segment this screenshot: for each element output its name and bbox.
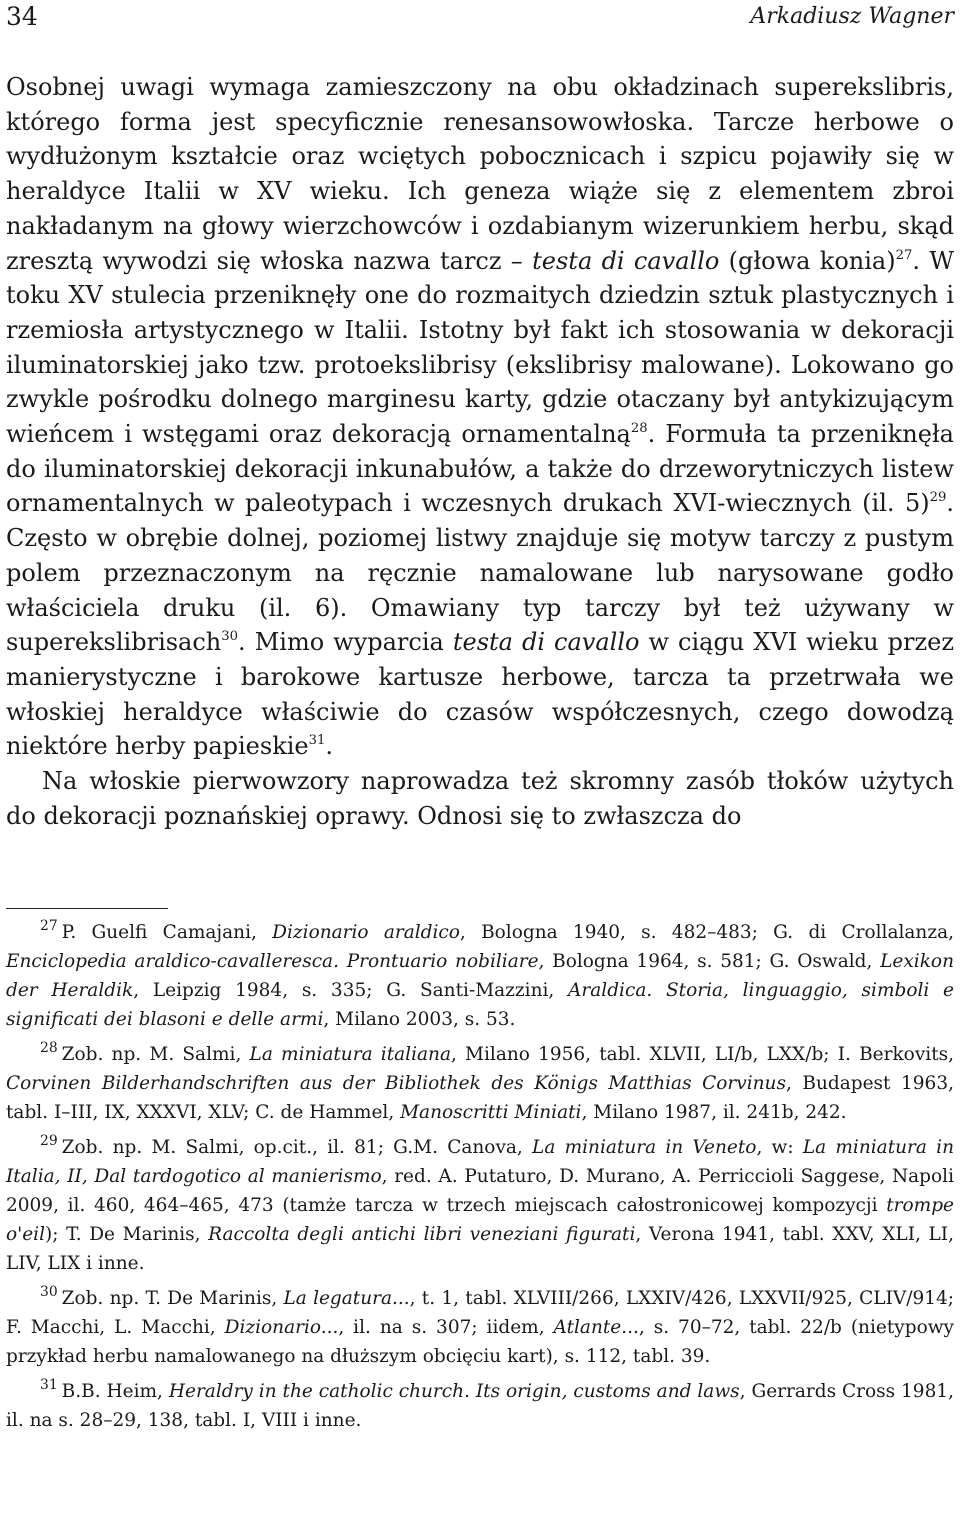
footnote-ref-27: 27 <box>895 247 913 263</box>
text-run: , red. A. Putaturo, D. Murano, A. Perriccioli Saggese, Napoli 2009, il. 460, 464–465, 473 (tamże tarcza w trzech miejscach całostronicowej kompozycji <box>6 1166 954 1216</box>
footnotes <box>6 918 954 1441</box>
title-italic: Lexikon der Heraldik <box>6 951 954 1001</box>
text-run: , Budapest 1963, tabl. I–III, IX, XXXVI, XLV; C. de Hammel, <box>6 1073 954 1123</box>
footnote-ref-29: 29 <box>929 490 947 506</box>
text-run: Zob. np. M. Salmi, <box>61 1044 250 1065</box>
title-italic: Dizionario... <box>224 1317 339 1338</box>
text-run: , Milano 2003, s. 53. <box>323 1009 516 1030</box>
footnote-27 <box>6 918 954 1034</box>
text-run: , Gerrards Cross 1981, il. na s. 28–29, 138, tabl. I, VIII i inne. <box>6 1381 954 1431</box>
italic-term: testa di cavallo <box>452 628 640 657</box>
text-run: , Bologna 1964, s. 581; G. Oswald, <box>538 951 881 972</box>
text-run: , Leipzig 1984, s. 335; G. Santi-Mazzini, <box>133 980 569 1001</box>
text-run: . Mimo wyparcia <box>238 628 453 657</box>
page-header <box>6 2 954 34</box>
footnote-31 <box>6 1377 954 1435</box>
text-run: , w: <box>756 1137 803 1158</box>
title-italic: Dizionario araldico <box>272 922 460 943</box>
text-run: P. Guelfi Camajani, <box>61 922 273 943</box>
footnote-number: 31 <box>40 1377 58 1394</box>
footnote-number: 27 <box>40 918 58 935</box>
footnote-30 <box>6 1284 954 1371</box>
text-run: Zob. np. T. De Marinis, <box>61 1288 284 1309</box>
text-run: . Często w obrębie dolnej, poziomej listwy znajduje się motyw tarczy z pustym polem przeznaczonym na ręcznie namalowane lub narysowane godło właściciela druku (il. 6). Omawiany typ tarczy był też używany w superekslibrisach <box>6 489 954 657</box>
italic-term: testa di cavallo <box>532 246 720 275</box>
page-number: 34 <box>6 2 38 31</box>
text-run: , il. na s. 307; iidem, <box>338 1317 554 1338</box>
footnote-number: 30 <box>40 1284 58 1301</box>
title-italic: La miniatura italiana <box>249 1044 451 1065</box>
footnote-29 <box>6 1133 954 1278</box>
text-run: Zob. np. M. Salmi, op.cit., il. 81; G.M. Canova, <box>61 1137 533 1158</box>
text-run: ); T. De Marinis, <box>45 1224 209 1245</box>
footnote-ref-28: 28 <box>630 421 648 437</box>
text-run: . W toku XV stulecia przeniknęły one do rozmaitych dziedzin sztuk plastycznych i rzemiosła artystycznego w Italii. Istotny był fakt ich stosowania w dekoracji iluminatorskiej jako tzw. protoekslibrisy (ekslibrisy malowane). Lokowano go zwykle pośrodku dolnego marginesu karty, gdzie otaczany był antykizującym wieńcem i wstęgami oraz dekoracją ornamentalną <box>6 246 955 449</box>
text-run: , s. 70–72, tabl. 22/b (nietypowy przykład herbu namalowanego na dłuższym obcięciu kart), s. 112, tabl. 39. <box>6 1317 954 1367</box>
text-run: , t. 1, tabl. XLVIII/266, LXXIV/426, LXXVII/925, CLIV/914; F. Macchi, L. Macchi, <box>6 1288 955 1338</box>
title-italic: Raccolta degli antichi libri veneziani figurati <box>208 1224 636 1245</box>
main-text <box>6 70 954 833</box>
text-run: B.B. Heim, <box>61 1381 169 1402</box>
text-run: . Formuła ta przeniknęła do iluminatorskiej dekoracji inkunabułów, a także do drzeworytniczych listew ornamentalnych w paleotypach i wczesnych drukach XVI-wiecznych (il. 5) <box>6 420 954 518</box>
paragraph-1 <box>6 70 954 764</box>
text-run: Osobnej uwagi wymaga zamieszczony na obu okładzinach superekslibris, którego forma jest specyficznie renesansowowłoska. Tarcze herbowe o wydłużonym kształcie oraz wciętych pobocznicach i szpicu pojawiły się w heraldyce Italii w XV wieku. Ich geneza wiąże się z elementem zbroi nakładanym na głowy wierzchowców i ozdabianym wizerunkiem herbu, skąd zresztą wywodzi się włoska nazwa tarcz – <box>6 73 954 275</box>
paragraph-2: Na włoskie pierwowzory naprowadza też skromny zasób tłoków użytych do dekoracji poznańskiej oprawy. Odnosi się to zwłaszcza do <box>6 767 954 830</box>
text-run: , Milano 1987, il. 241b, 242. <box>581 1102 847 1123</box>
footnote-number: 29 <box>40 1133 58 1150</box>
footnote-ref-31: 31 <box>308 733 326 749</box>
title-italic: La legatura... <box>283 1288 410 1309</box>
text-run: (głowa konia) <box>719 246 896 275</box>
title-italic: La miniatura in Veneto <box>532 1137 757 1158</box>
footnote-ref-30: 30 <box>221 629 239 645</box>
footnote-number: 28 <box>40 1040 58 1057</box>
footnote-separator <box>6 908 168 909</box>
text-run: , Milano 1956, tabl. XLVII, LI/b, LXX/b; I. Berkovits, <box>450 1044 954 1065</box>
title-italic: Heraldry in the catholic church. Its origin, customs and laws <box>168 1381 740 1402</box>
title-italic: Araldica. Storia, linguaggio, simboli e significati dei blasoni e delle armi <box>6 980 955 1030</box>
title-italic: La miniatura in Italia, II, Dal tardogotico al manierismo <box>6 1137 954 1187</box>
title-italic: Enciclopedia araldico-cavalleresca. Prontuario nobiliare <box>6 951 539 972</box>
footnote-28 <box>6 1040 954 1127</box>
title-italic: Manoscritti Miniati <box>400 1102 582 1123</box>
text-run: . <box>325 732 334 761</box>
text-run: w ciągu XVI wieku przez manierystyczne i barokowe kartusze herbowe, tarcza ta przetrwała we włoskiej heraldyce właściwie do czasów współczesnych, czego dowodzą niektóre herby papieskie <box>6 628 954 761</box>
text-run: , Bologna 1940, s. 482–483; G. di Crollalanza, <box>459 922 954 943</box>
title-italic: Atlante... <box>553 1317 639 1338</box>
title-italic: trompe o'eil <box>6 1195 954 1245</box>
text-run: , Verona 1941, tabl. XXV, XLI, LI, LIV, LIX i inne. <box>6 1224 954 1274</box>
title-italic: Corvinen Bilderhandschriften aus der Bibliothek des Königs Matthias Corvinus <box>6 1073 786 1094</box>
running-head: Arkadiusz Wagner <box>750 4 954 29</box>
